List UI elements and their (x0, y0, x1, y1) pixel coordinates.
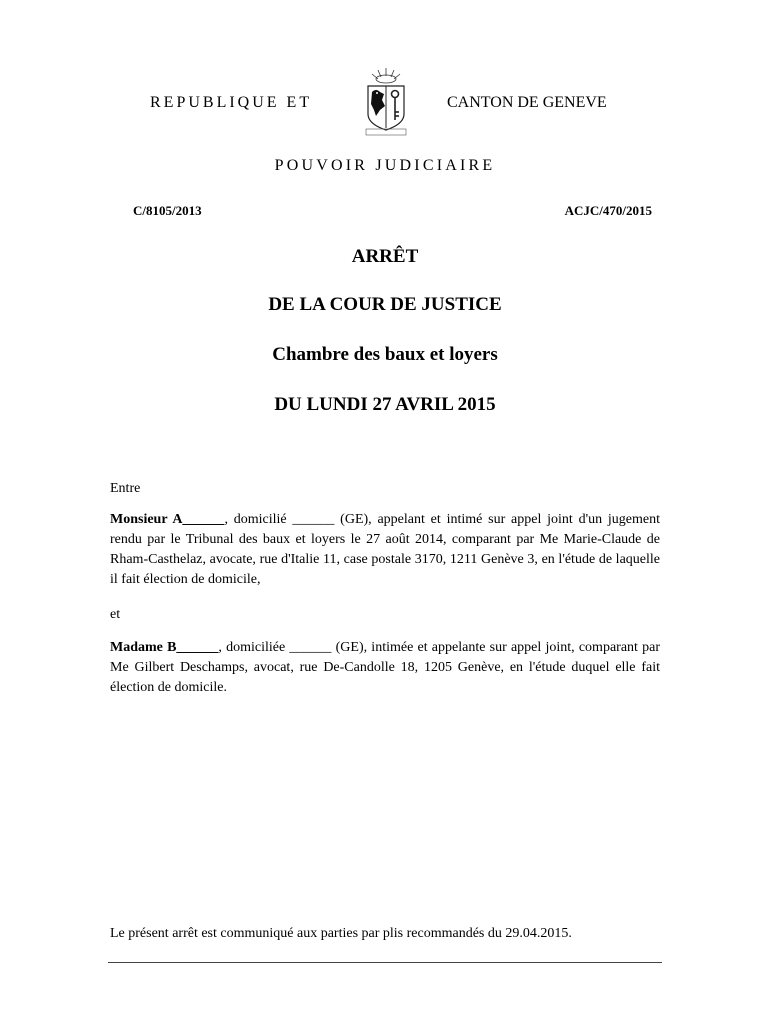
header-republique: REPUBLIQUE ET (150, 94, 313, 111)
case-number: C/8105/2013 (133, 203, 202, 218)
footer-divider (108, 962, 662, 963)
party-1-name: Monsieur A______ (110, 512, 225, 527)
pouvoir-judiciaire-heading: POUVOIR JUDICIAIRE (274, 157, 496, 174)
title-cour: DE LA COUR DE JUSTICE (268, 294, 502, 315)
title-chambre: Chambre des baux et loyers (272, 344, 498, 365)
party-1-paragraph (110, 510, 660, 590)
decision-number: ACJC/470/2015 (564, 203, 652, 218)
title-date: DU LUNDI 27 AVRIL 2015 (274, 394, 496, 415)
party-2-text: , domiciliée ______ (GE), intimée et appelante sur appel joint, comparant par Me Gilbert Deschamps, avocat, rue De-Candolle 18, 1205 Genève, en l'étude duquel elle fait élection de domicile. (110, 640, 660, 695)
entre-label: Entre (110, 481, 141, 496)
et-label: et (110, 607, 121, 622)
title-arret: ARRÊT (351, 246, 419, 267)
communication-note: Le présent arrêt est communiqué aux parties par plis recommandés du 29.04.2015. (110, 926, 572, 941)
header-canton: CANTON DE GENEVE (447, 94, 607, 111)
party-2-name: Madame B______ (110, 640, 219, 655)
party-1-text: , domicilié ______ (GE), appelant et intimé sur appel joint d'un jugement rendu par le Tribunal des baux et loyers le 27 août 2014, comparant par Me Marie-Claude de Rham-Casthelaz, avocate, rue d'Italie 11, case postale 3170, 1211 Genève 3, en l'étude de laquelle il fait élection de domicile, (110, 512, 661, 587)
party-2-paragraph (110, 638, 660, 698)
geneva-coat-of-arms-icon (362, 66, 410, 136)
